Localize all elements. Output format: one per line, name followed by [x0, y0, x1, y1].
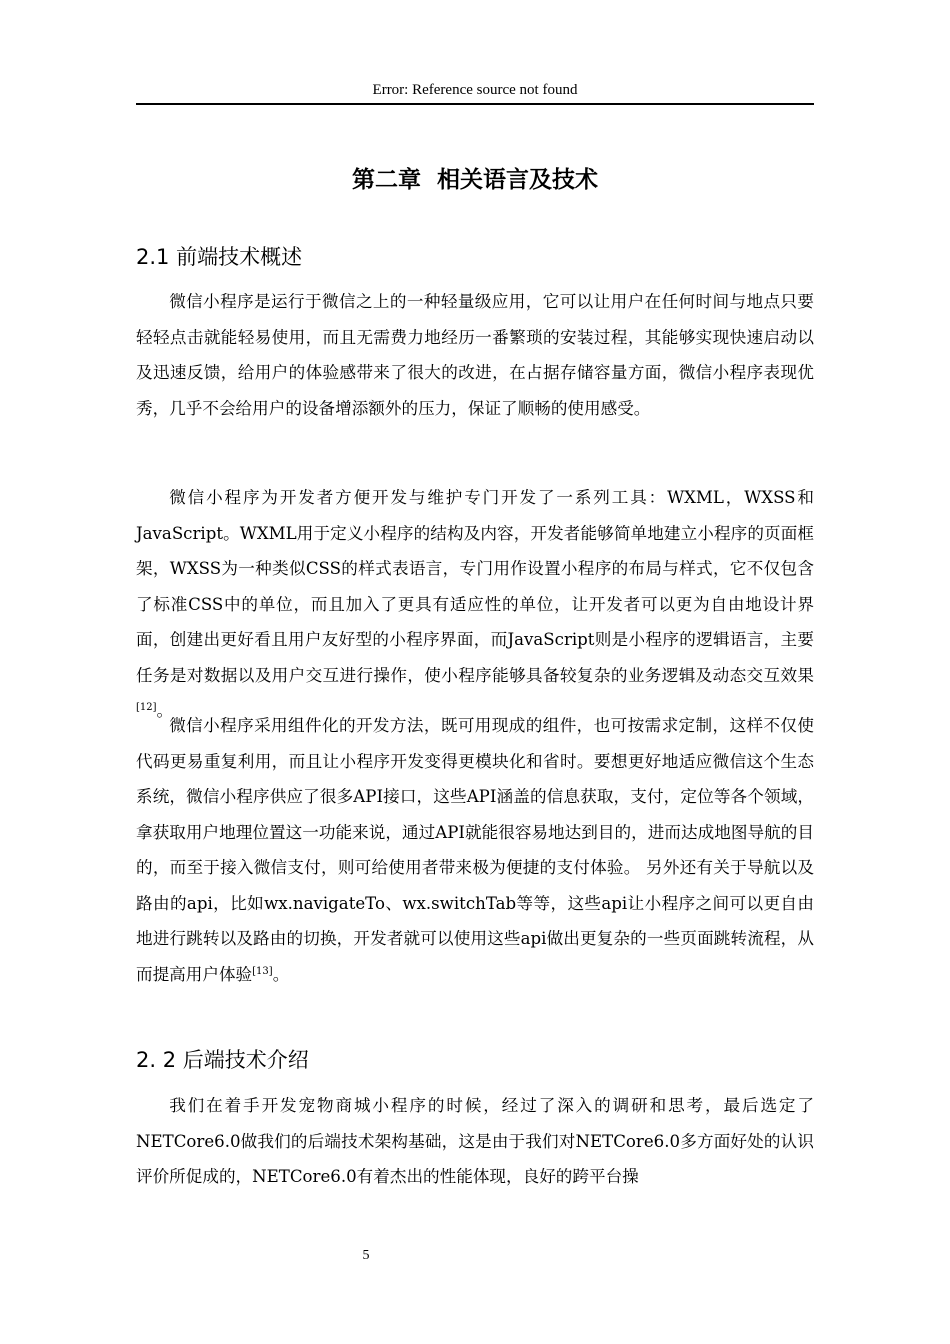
paragraph-backend-intro [136, 1088, 814, 1195]
section-heading-2-1: 2.1 前端技术概述 [136, 245, 303, 269]
section-heading-2-2: 2. 2 后端技术介绍 [136, 1048, 309, 1072]
header-rule [136, 103, 814, 105]
citation-13: [13] [252, 965, 273, 977]
paragraph-text: 微信小程序为开发者方便开发与维护专门开发了一系列工具：WXML，WXSS和JavaScript。WXML用于定义小程序的结构及内容，开发者能够简单地建立小程序的页面框架，WXSS为一种类似CSS的样式表语言，专门用作设置小程序的布局与样式，它不仅包含了标准CSS中的单位，而且加入了更具有适应性的单位，让开发者可以更为自由地设计界面，创建出更好看且用户友好型的小程序界面，而JavaScript则是小程序的逻辑语言，主要任务是对数据以及用户交互进行操作，使小程序能够具备较复杂的业务逻辑及动态交互效果 [136, 488, 814, 685]
paragraph-text: 微信小程序采用组件化的开发方法，既可用现成的组件，也可按需求定制，这样不仅使代码更易重复利用，而且让小程序开发变得更模块化和省时。要想更好地适应微信这个生态系统，微信小程序供应了很多API接口，这些API涵盖的信息获取，支付，定位等各个领域，拿获取用户地理位置这一功能来说，通过API就能很容易地达到目的，进而达成地图导航的目的，而至于接入微信支付，则可给使用者带来极为便捷的支付体验。 另外还有关于导航以及路由的api，比如wx.navigateTo、wx.switchTab等等，这些api让小程序之间可以更自由地进行跳转以及路由的切换，开发者就可以使用这些api做出更复杂的一些页面跳转流程，从而提高用户体验 [136, 716, 814, 984]
paragraph-mini-program-intro [136, 284, 814, 426]
paragraph-dev-tools [136, 480, 814, 729]
paragraph-text: 我们在着手开发宠物商城小程序的时候，经过了深入的调研和思考，最后选定了NETCore6.0做我们的后端技术架构基础，这是由于我们对NETCore6.0多方面好处的认识评价所促成的，NETCore6.0有着杰出的性能体现，良好的跨平台操 [136, 1096, 814, 1186]
running-header: Error: Reference source not found [372, 82, 578, 98]
paragraph-tail: 。 [272, 964, 290, 984]
citation-12: [12] [136, 702, 157, 713]
page-number: 5 [362, 1248, 370, 1263]
paragraph-components-api [136, 708, 814, 992]
paragraph-text: 微信小程序是运行于微信之上的一种轻量级应用，它可以让用户在任何时间与地点只要轻轻点击就能轻易使用，而且无需费力地经历一番繁琐的安装过程，其能够实现快速启动以及迅速反馈，给用户的体验感带来了很大的改进，在占据存储容量方面，微信小程序表现优秀，几乎不会给用户的设备增添额外的压力，保证了顺畅的使用感受。 [136, 292, 814, 418]
chapter-title: 第二章 相关语言及技术 [351, 167, 598, 193]
paragraph-tail: 。 [156, 701, 174, 720]
